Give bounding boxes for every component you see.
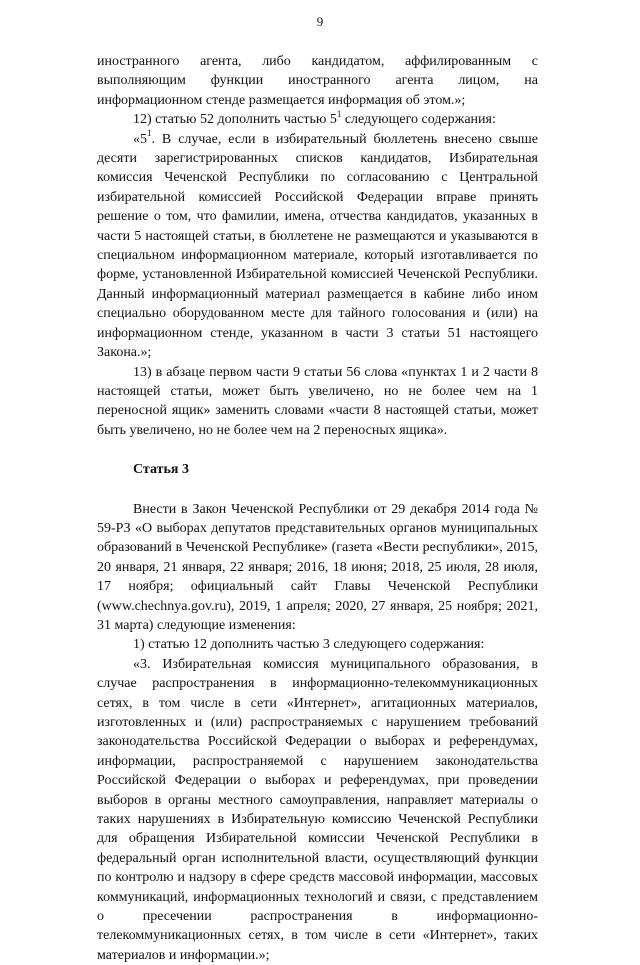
part-5-1-prefix: «5 (133, 131, 147, 147)
paragraph-item-12 (97, 110, 538, 129)
paragraph-item-1: 1) статью 12 дополнить частью 3 следующего содержания: (133, 637, 485, 653)
item-12-text: 12) статью 52 дополнить частью 5 (133, 112, 337, 128)
article-3-heading: Статья 3 (133, 462, 189, 478)
part-5-1-superscript: 1 (147, 127, 152, 138)
part-5-1-text: . В случае, если в избирательный бюллетень внесено свыше десяти зарегистрированных списков кандидатов, Избирательная комиссия Чеченской Республики по согласованию с Центральной избирательной комиссией Российской Федерации вправе принять решение о том, что фамилии, имена, отчества кандидатов, указанных в части 5 настоящей статьи, в бюллетене не размещаются и указываются в специальном информационном материале, который изготавливается по форме, установленной Избирательной комиссией Чеченской Республики. Данный информационный материал размещается в кабине либо ином специально оборудованном месте для тайного голосования и (или) на информационном стенде, указанном в части 3 статьи 51 настоящего Закона.»; (97, 131, 538, 361)
document-body (97, 52, 538, 965)
paragraph-item-13: 13) в абзаце первом части 9 статьи 56 слова «пунктах 1 и 2 части 8 настоящей статьи, может быть увеличено, но не более чем на 1 переносной ящик» заменить словами «части 8 настоящей статьи, может быть увеличено, но не более чем на 2 переносных ящика». (97, 364, 538, 438)
paragraph-foreign-agent: иностранного агента, либо кандидатом, аффилированным с выполняющим функции иностранного агента лицом, на информационном стенде размещается информация об этом.»; (97, 54, 538, 108)
paragraph-part-5-1 (97, 127, 538, 363)
item-12-text-end: следующего содержания: (341, 112, 496, 128)
paragraph-part-3: «3. Избирательная комиссия муниципального образования, в случае распространения в информационно-телекоммуникационных сетях, в том числе в сети «Интернет», агитационных материалов, изготовленных и (или) распространяемых с нарушением требований законодательства Российской Федерации о выборах и референдумах, информации, распространяемой с нарушением законодательства Российской Федерации о выборах и референдумах, при проведении выборов в органы местного самоуправления, направляет материалы о таких нарушениях в Избирательную комиссию Чеченской Республики для обращения Избирательной комиссии Чеченской Республики в федеральный орган исполнительной власти, осуществляющий функции по контролю и надзору в сфере средств массовой информации, массовых коммуникаций, информационных технологий и связи, с представлением о пресечении распространения в информационно-телекоммуникационных сетях, в том числе в сети «Интернет», таких материалов и информации.»; (97, 656, 538, 963)
paragraph-law-amendment: Внести в Закон Чеченской Республики от 29 декабря 2014 года № 59-РЗ «О выборах депутатов представительных органов муниципальных образований в Чеченской Республике» (газета «Вести республики», 2015, 20 января, 21 января, 22 января; 2016, 18 июня; 2018, 25 июля, 28 июля, 17 ноября; официальный сайт Главы Чеченской Республики (www.chechnya.gov.ru), 2019, 1 апреля; 2020, 27 января, 25 ноября; 2021, 31 марта) следующие изменения: (97, 501, 538, 633)
item-12-superscript: 1 (336, 108, 342, 119)
page-number: 9 (316, 14, 324, 29)
